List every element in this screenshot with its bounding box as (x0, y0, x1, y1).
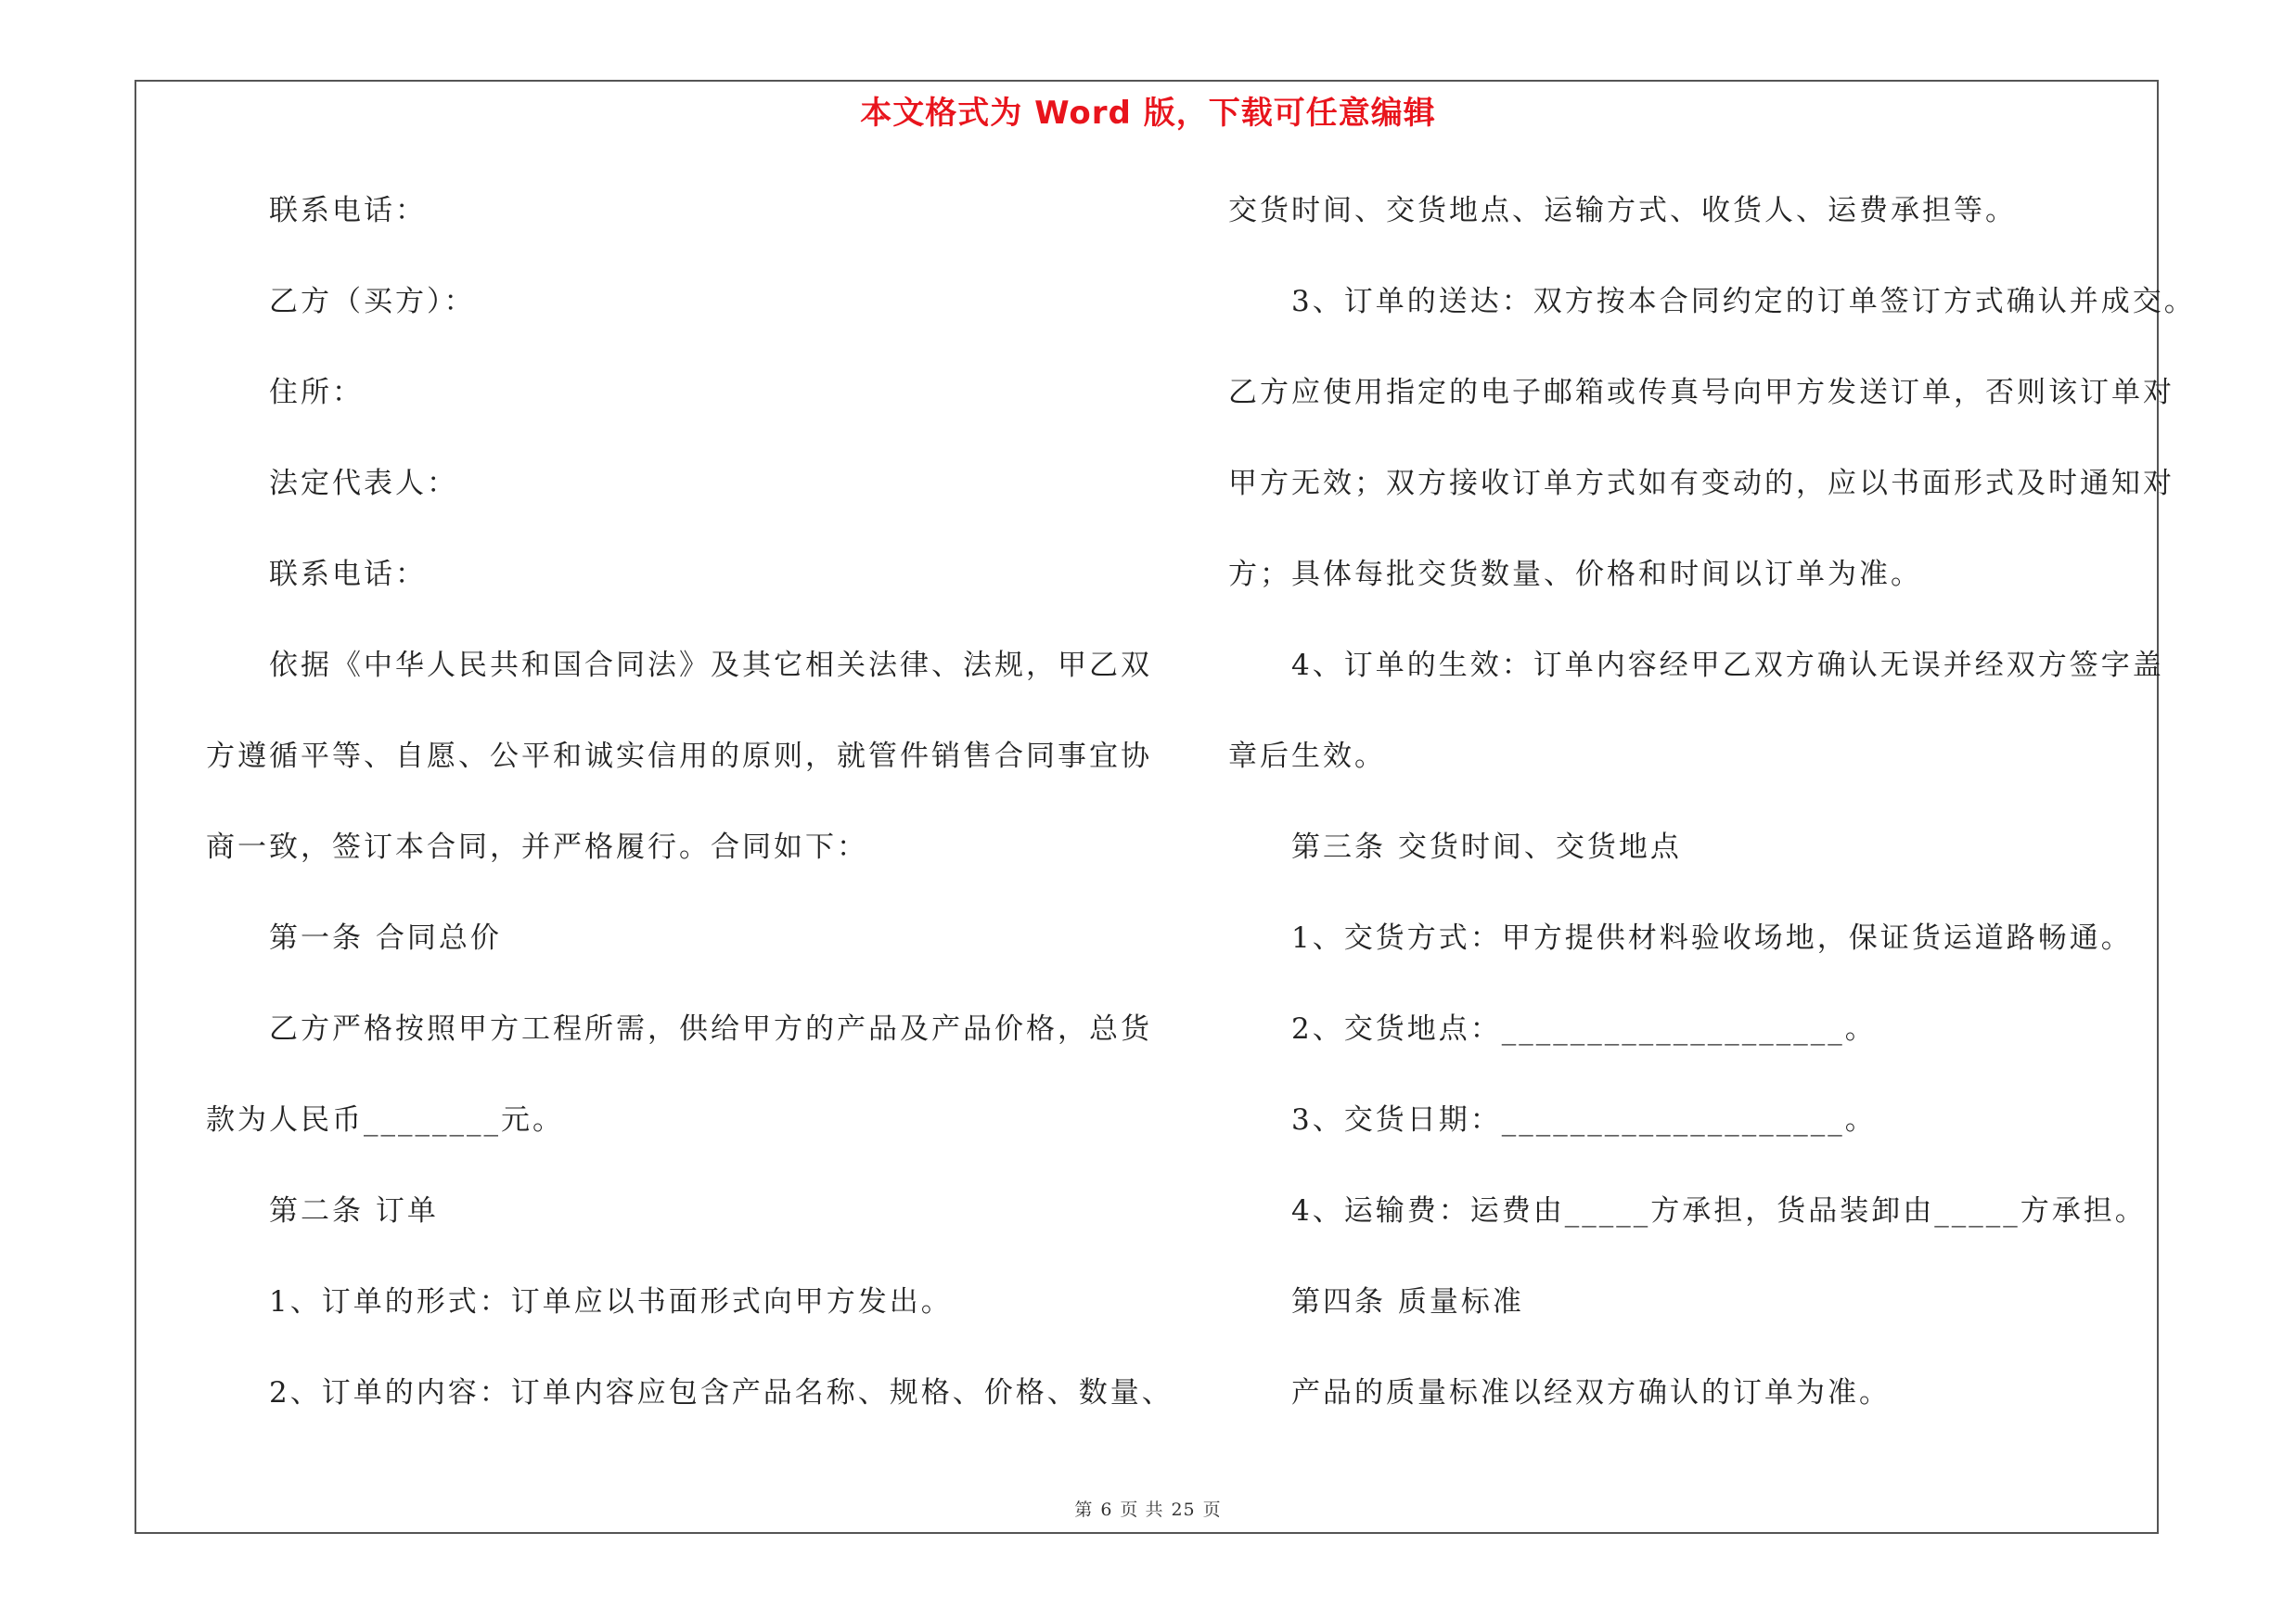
document-line: 第三条 交货时间、交货地点 (1291, 831, 1682, 864)
document-line: 1、交货方式：甲方提供材料验收场地，保证货运道路畅通。 (1291, 921, 2133, 955)
document-line: 第四条 质量标准 (1291, 1285, 1524, 1319)
document-line: 3、交货日期：____________________。 (1291, 1103, 1877, 1137)
document-line: 1、订单的形式：订单应以书面形式向甲方发出。 (269, 1285, 953, 1319)
document-line: 章后生效。 (1228, 740, 1386, 773)
document-line: 4、订单的生效：订单内容经甲乙双方确认无误并经双方签字盖 (1291, 649, 2164, 682)
footer-total-pages: 25 (1171, 1500, 1196, 1520)
document-line: 联系电话： (269, 194, 427, 227)
document-line: 第一条 合同总价 (269, 921, 502, 955)
document-line: 交货时间、交货地点、运输方式、收货人、运费承担等。 (1228, 194, 2017, 227)
document-line: 方遵循平等、自愿、公平和诚实信用的原则，就管件销售合同事宜协 (206, 740, 1152, 773)
document-line: 依据《中华人民共和国合同法》及其它相关法律、法规，甲乙双 (269, 649, 1152, 682)
document-line: 联系电话： (269, 558, 427, 591)
document-line: 商一致，签订本合同，并严格履行。合同如下： (206, 831, 868, 864)
document-line: 乙方（买方）： (269, 285, 476, 318)
footer-middle: 页 共 (1120, 1500, 1164, 1520)
document-line: 方；具体每批交货数量、价格和时间以订单为准。 (1228, 558, 1922, 591)
footer-page-number: 6 (1100, 1500, 1113, 1520)
document-line: 住所： (269, 376, 364, 409)
document-line: 2、订单的内容：订单内容应包含产品名称、规格、价格、数量、 (269, 1376, 1174, 1410)
document-line: 2、交货地点：____________________。 (1291, 1012, 1877, 1046)
document-line: 3、订单的送达：双方按本合同约定的订单签订方式确认并成交。 (1291, 285, 2196, 318)
document-line: 乙方严格按照甲方工程所需，供给甲方的产品及产品价格，总货 (269, 1012, 1152, 1046)
document-line: 乙方应使用指定的电子邮箱或传真号向甲方发送订单，否则该订单对 (1228, 376, 2174, 409)
right-column (1228, 181, 2196, 1454)
document-line: 甲方无效；双方接收订单方式如有变动的，应以书面形式及时通知对 (1228, 467, 2174, 500)
footer-prefix: 第 (1074, 1500, 1094, 1520)
word-format-banner: 本文格式为 Word 版，下载可任意编辑 (860, 95, 1436, 132)
document-line: 产品的质量标准以经双方确认的订单为准。 (1291, 1376, 1891, 1410)
footer-suffix: 页 (1202, 1500, 1222, 1520)
page-footer (0, 1496, 2296, 1521)
left-column (206, 181, 1174, 1454)
document-line: 款为人民币________元。 (206, 1103, 564, 1137)
document-line: 4、运输费：运费由_____方承担，货品装卸由_____方承担。 (1291, 1194, 2147, 1228)
document-line: 第二条 订单 (269, 1194, 439, 1228)
document-line: 法定代表人： (269, 467, 458, 500)
